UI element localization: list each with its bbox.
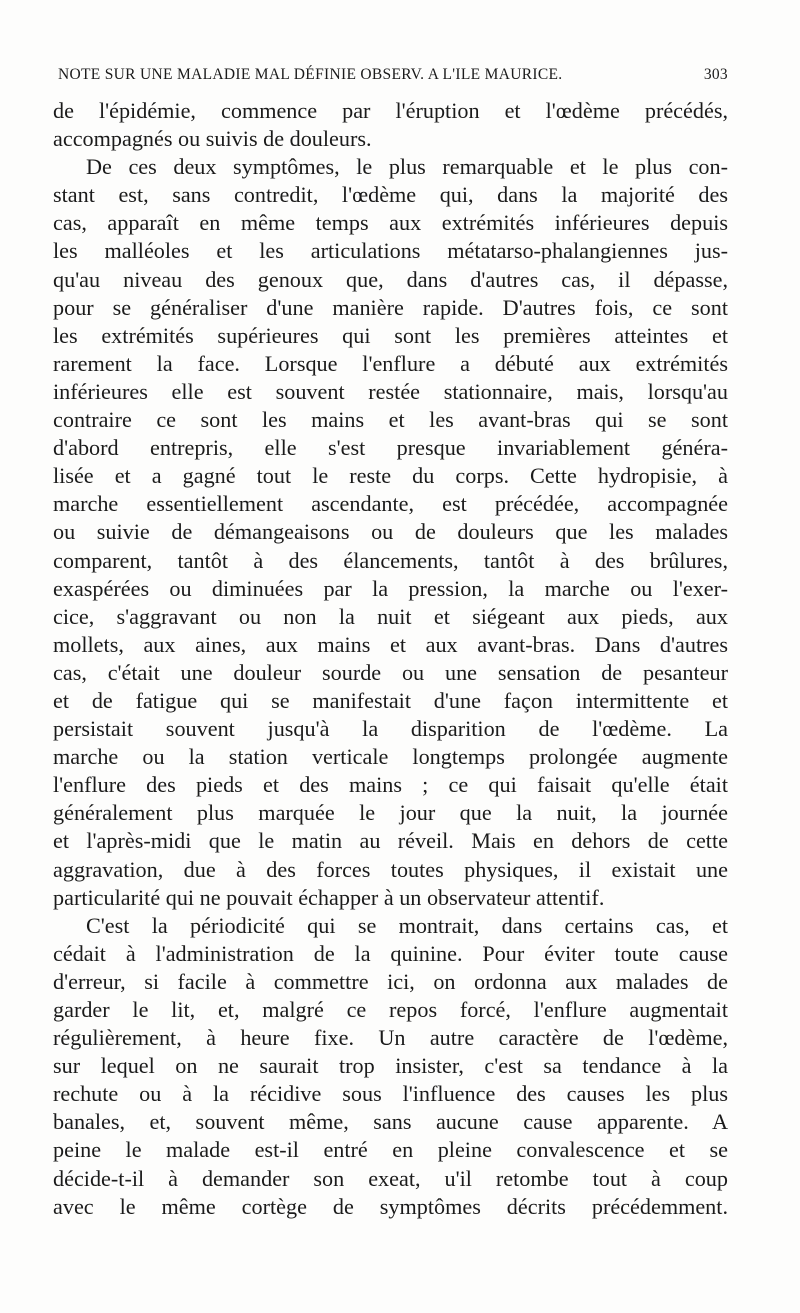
text-line: persistait souvent jusqu'à la disparition de l'œdème. La (53, 716, 728, 742)
body-text (53, 97, 728, 1221)
text-line: garder le lit, et, malgré ce repos forcé, l'enflure augmentait (53, 997, 728, 1022)
text-line: régulièrement, à heure fixe. Un autre caractère de l'œdème, (53, 1025, 728, 1051)
text-line: avec le même cortège de symptômes décrits précédemment. (53, 1193, 728, 1219)
text-line: les extrémités supérieures qui sont les premières atteintes et (53, 322, 728, 348)
text-line: d'abord entrepris, elle s'est presque invariablement généra- (53, 435, 728, 461)
text-line: et de fatigue qui se manifestait d'une façon intermittente et (53, 687, 728, 713)
text-line: décide-t-il à demander son exeat, u'il retombe tout à coup (53, 1165, 728, 1191)
text-line: généralement plus marquée le jour que la nuit, la journée (53, 800, 728, 826)
text-line: rarement la face. Lorsque l'enflure a débuté aux extrémités (53, 350, 728, 376)
running-head (58, 66, 728, 90)
text-line: aggravation, due à des forces toutes physiques, il existait une (53, 856, 728, 882)
page-number: 303 (703, 66, 728, 83)
text-line: contraire ce sont les mains et les avant-bras qui se sont (53, 407, 728, 433)
text-line: cas, apparaît en même temps aux extrémités inférieures depuis (53, 210, 728, 236)
paragraph-first-line: C'est la périodicité qui se montrait, dans certains cas, et (86, 912, 728, 938)
text-line: pour se généraliser d'une manière rapide. D'autres fois, ce sont (53, 294, 728, 320)
text-line: accompagnés ou suivis de douleurs. (53, 126, 372, 152)
text-line: les malléoles et les articulations métatarso-phalangiennes jus- (53, 238, 728, 264)
text-line: de l'épidémie, commence par l'éruption et l'œdème précédés, (53, 98, 728, 123)
text-line: l'enflure des pieds et des mains ; ce qui faisait qu'elle était (53, 772, 728, 798)
text-line: ou suivie de démangeaisons ou de douleurs que les malades (53, 519, 728, 545)
text-line: particularité qui ne pouvait échapper à un observateur attentif. (53, 884, 605, 910)
text-line: cas, c'était une douleur sourde ou une sensation de pesanteur (53, 659, 728, 685)
text-line: mollets, aux aines, aux mains et aux avant-bras. Dans d'autres (53, 631, 728, 657)
text-line: cice, s'aggravant ou non la nuit et siégeant aux pieds, aux (53, 603, 728, 629)
text-line: exaspérées ou diminuées par la pression, la marche ou l'exer- (53, 575, 728, 601)
text-line: d'erreur, si facile à commettre ici, on ordonna aux malades de (53, 968, 728, 994)
text-line: qu'au niveau des genoux que, dans d'autres cas, il dépasse, (53, 266, 728, 292)
text-line: et l'après-midi que le matin au réveil. Mais en dehors de cette (53, 828, 728, 854)
text-line: banales, et, souvent même, sans aucune cause apparente. A (53, 1109, 728, 1135)
text-line: marche essentiellement ascendante, est précédée, accompagnée (53, 491, 728, 517)
text-line: cédait à l'administration de la quinine. Pour éviter toute cause (53, 940, 728, 966)
text-line: inférieures elle est souvent restée stationnaire, mais, lorsqu'au (53, 378, 728, 404)
text-line: marche ou la station verticale longtemps prolongée augmente (53, 744, 728, 770)
text-line: sur lequel on ne saurait trop insister, c'est sa tendance à la (53, 1053, 728, 1079)
text-line: stant est, sans contredit, l'œdème qui, dans la majorité des (53, 182, 728, 208)
text-line: comparent, tantôt à des élancements, tantôt à des brûlures, (53, 547, 728, 573)
text-line: peine le malade est-il entré en pleine convalescence et se (53, 1137, 728, 1163)
running-title: NOTE SUR UNE MALADIE MAL DÉFINIE OBSERV. A L'ILE MAURICE. (58, 66, 563, 83)
text-line: lisée et a gagné tout le reste du corps. Cette hydropisie, à (53, 463, 728, 489)
text-line: rechute ou à la récidive sous l'influence des causes les plus (53, 1081, 728, 1107)
paragraph-first-line: De ces deux symptômes, le plus remarquable et le plus con- (86, 154, 728, 180)
